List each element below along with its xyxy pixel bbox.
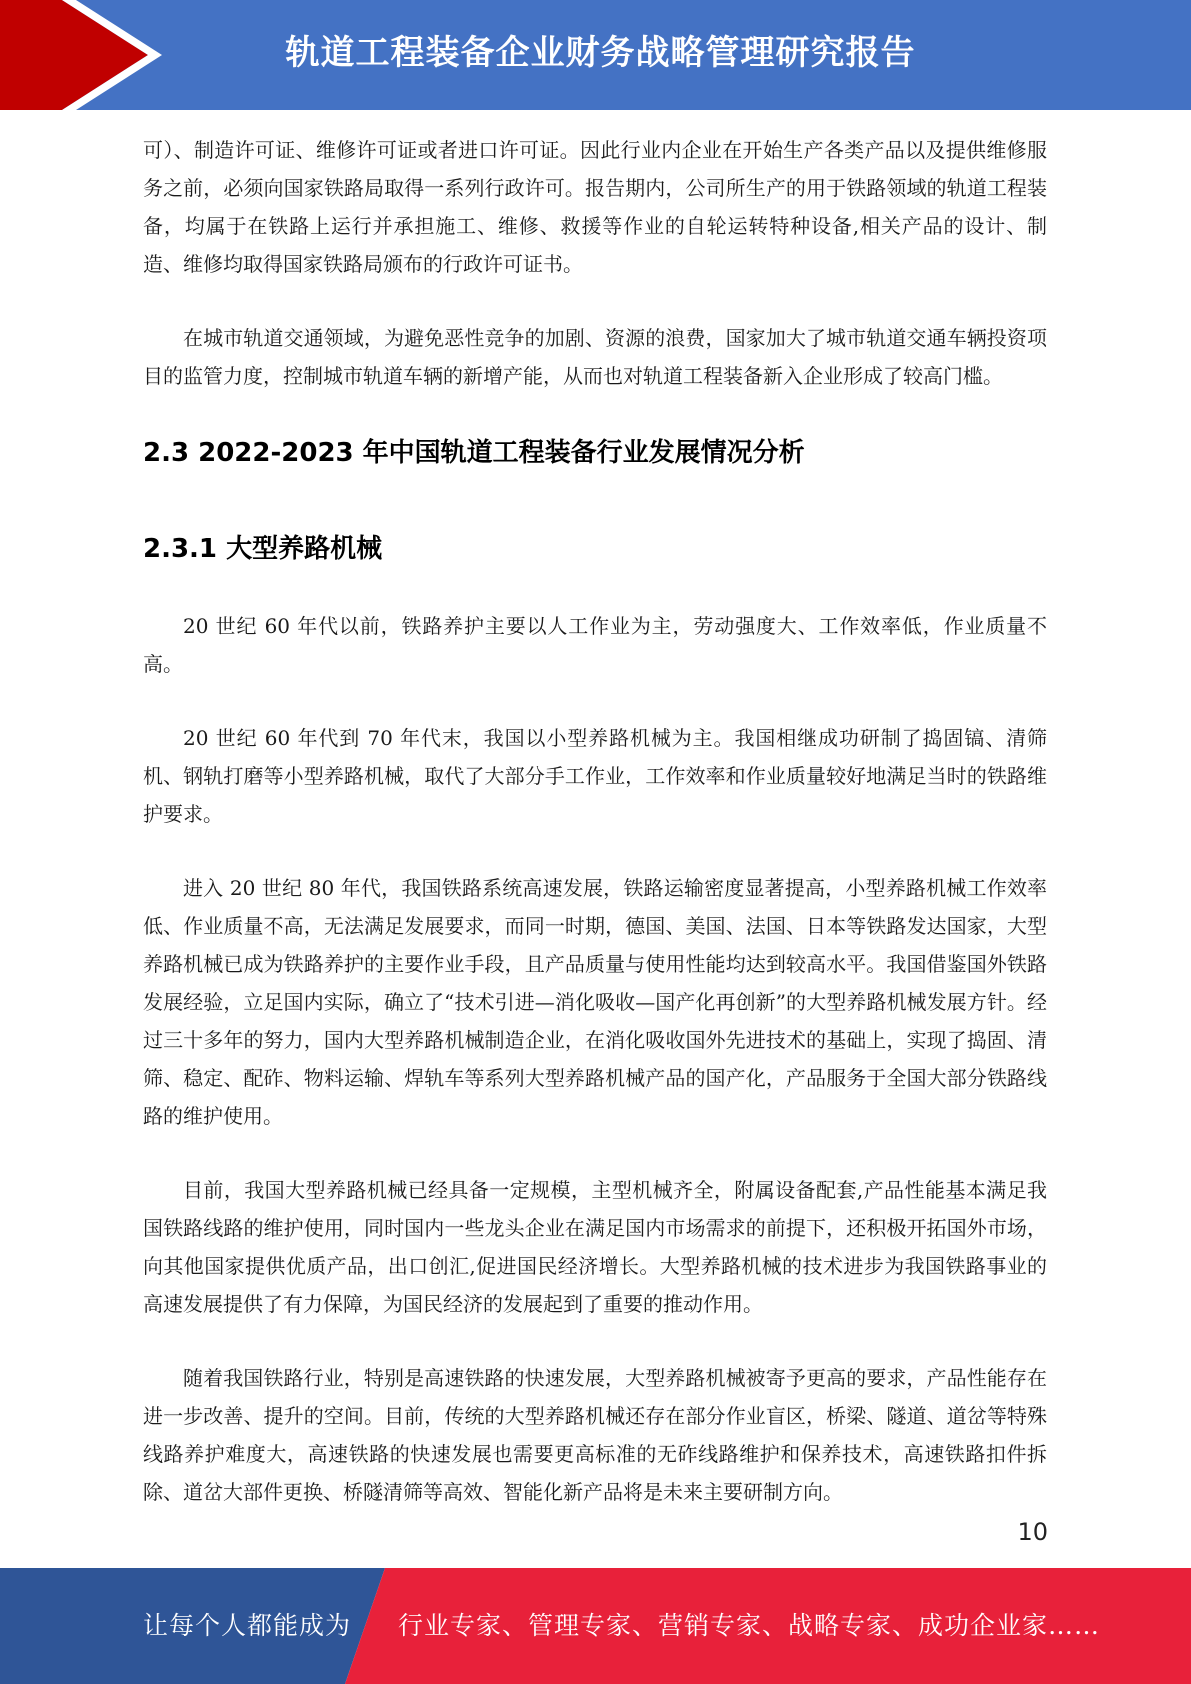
subsection-heading: 2.3.1 大型养路机械: [143, 534, 383, 564]
paragraph-current-status: 目前，我国大型养路机械已经具备一定规模，主型机械齐全，附属设备配套,产品性能基本满足我国铁路线路的维护使用，同时国内一些龙头企业在满足国内市场需求的前提下，还积极开拓国外市场，向其他国家提供优质产品，出口创汇,促进国民经济增长。大型养路机械的技术进步为我国铁路事业的高速发展提供了有力保障，为国民经济的发展起到了重要的推动作用。: [143, 1178, 1047, 1316]
header-banner: [0, 0, 1191, 110]
paragraph-future-direction: 随着我国铁路行业，特别是高速铁路的快速发展，大型养路机械被寄予更高的要求，产品性能存在进一步改善、提升的空间。目前，传统的大型养路机械还存在部分作业盲区，桥梁、隧道、道岔等特殊线路养护难度大，高速铁路的快速发展也需要更高标准的无砟线路维护和保养技术，高速铁路扣件拆除、道岔大部件更换、桥隧清筛等高效、智能化新产品将是未来主要研制方向。: [143, 1366, 1047, 1504]
footer-slogan-right: 行业专家、管理专家、营销专家、战略专家、成功企业家……: [398, 1611, 1101, 1640]
document-body: [143, 131, 1047, 1511]
report-title: 轨道工程装备企业财务战略管理研究报告: [285, 33, 916, 73]
paragraph-pre-1960s: 20 世纪 60 年代以前，铁路养护主要以人工作业为主，劳动强度大、工作效率低，作业质量不高。: [143, 614, 1047, 676]
paragraph-urban-transit: 在城市轨道交通领域，为避免恶性竞争的加剧、资源的浪费，国家加大了城市轨道交通车辆投资项目的监管力度，控制城市轨道车辆的新增产能，从而也对轨道工程装备新入企业形成了较高门槛。: [143, 326, 1047, 388]
paragraph-1960s-1970s: 20 世纪 60 年代到 70 年代末，我国以小型养路机械为主。我国相继成功研制了捣固镐、清筛机、钢轨打磨等小型养路机械，取代了大部分手工作业，工作效率和作业质量较好地满足当时的铁路维护要求。: [143, 726, 1047, 826]
section-heading: 2.3 2022-2023 年中国轨道工程装备行业发展情况分析: [143, 438, 805, 468]
page-number: 10: [1017, 1518, 1048, 1546]
footer-slogan-left: 让每个人都能成为: [143, 1611, 352, 1640]
paragraph-1980s: 进入 20 世纪 80 年代，我国铁路系统高速发展，铁路运输密度显著提高，小型养路机械工作效率低、作业质量不高，无法满足发展要求，而同一时期，德国、美国、法国、日本等铁路发达国家，大型养路机械已成为铁路养护的主要作业手段，且产品质量与使用性能均达到较高水平。我国借鉴国外铁路发展经验，立足国内实际，确立了“技术引进—消化吸收—国产化再创新”的大型养路机械发展方针。经过三十多年的努力，国内大型养路机械制造企业，在消化吸收国外先进技术的基础上，实现了捣固、清筛、稳定、配砟、物料运输、焊轨车等系列大型养路机械产品的国产化，产品服务于全国大部分铁路线路的维护使用。: [143, 876, 1047, 1128]
footer-banner: [0, 1568, 1191, 1684]
paragraph-licensing: 可）、制造许可证、维修许可证或者进口许可证。因此行业内企业在开始生产各类产品以及提供维修服务之前，必须向国家铁路局取得一系列行政许可。报告期内，公司所生产的用于铁路领域的轨道工程装备，均属于在铁路上运行并承担施工、维修、救援等作业的自轮运转特种设备,相关产品的设计、制造、维修均取得国家铁路局颁布的行政许可证书。: [143, 138, 1047, 276]
